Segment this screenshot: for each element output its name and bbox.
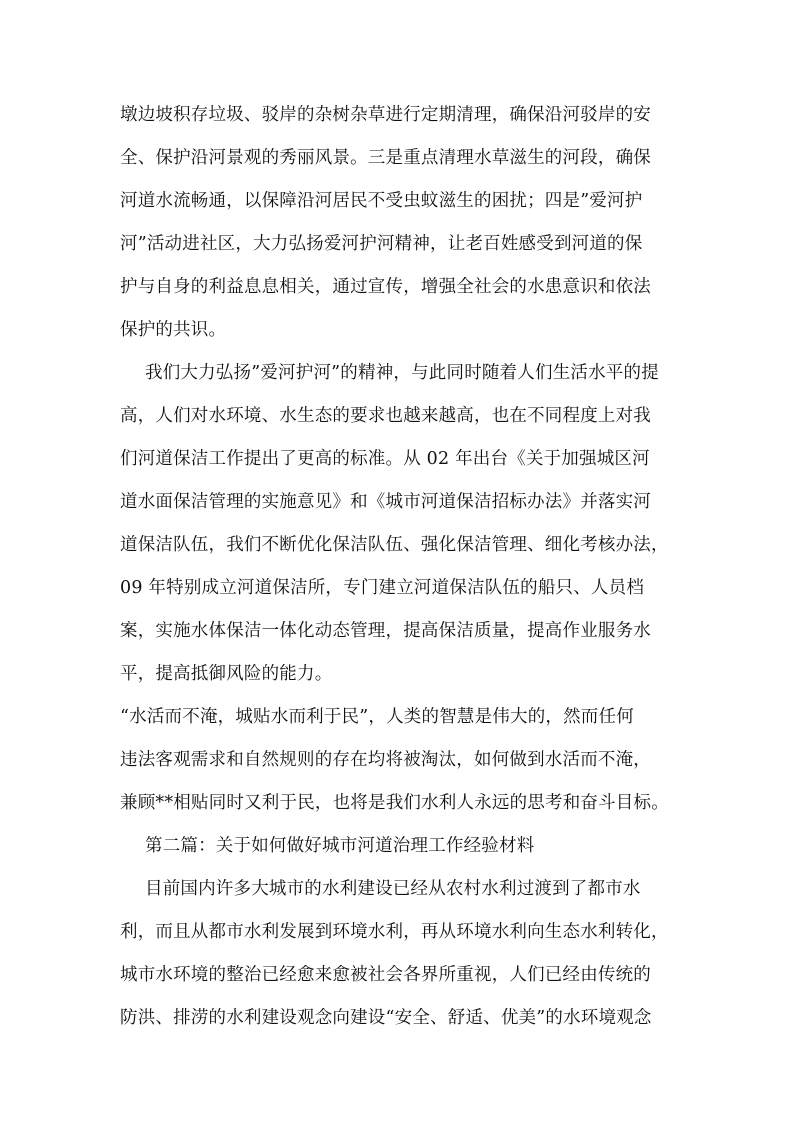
text-line: 们河道保洁工作提出了更高的标准。从 02 年出台《关于加强城区河 bbox=[120, 449, 650, 469]
text-line: 目前国内许多大城市的水利建设已经从农村水利过渡到了都市水 bbox=[145, 879, 641, 899]
text-line: 城市水环境的整治已经愈来愈被社会各界所重视，人们已经由传统的 bbox=[120, 965, 651, 985]
text-line: 平，提高抵御风险的能力。 bbox=[120, 664, 333, 684]
section-heading: 第二篇：关于如何做好城市河道治理工作经验材料 bbox=[145, 836, 535, 856]
text-line: “水活而不淹，城贴水而利于民”，人类的智慧是伟大的，然而任何 bbox=[120, 707, 634, 727]
text-line: 墩边坡积存垃圾、驳岸的杂树杂草进行定期清理，确保沿河驳岸的安 bbox=[120, 105, 651, 125]
text-line: 道保洁队伍，我们不断优化保洁队伍、强化保洁管理、细化考核办法， bbox=[120, 535, 669, 555]
text-line: 兼顾**相贴同时又利于民，也将是我们水利人永远的思考和奋斗目标。 bbox=[120, 793, 669, 813]
text-line: 道水面保洁管理的实施意见》和《城市河道保洁招标办法》并落实河 bbox=[120, 492, 651, 512]
text-line: 09 年特别成立河道保洁所，专门建立河道保洁队伍的船只、人员档 bbox=[120, 578, 645, 598]
text-line: 全、保护沿河景观的秀丽风景。三是重点清理水草滋生的河段，确保 bbox=[120, 148, 651, 168]
text-line: 利，而且从都市水利发展到环境水利，再从环境水利向生态水利转化， bbox=[120, 922, 669, 942]
text-line: 高，人们对水环境、水生态的要求也越来越高，也在不同程度上对我 bbox=[120, 406, 651, 426]
text-line: 河”活动进社区，大力弘扬爱河护河精神，让老百姓感受到河道的保 bbox=[120, 234, 643, 254]
text-line: 违法客观需求和自然规则的存在均将被淘汰，如何做到水活而不淹， bbox=[120, 750, 651, 770]
text-line: 护与自身的利益息息相关，通过宣传，增强全社会的水患意识和依法 bbox=[120, 277, 651, 297]
text-line: 我们大力弘扬”爱河护河”的精神，与此同时随着人们生活水平的提 bbox=[145, 363, 659, 383]
text-line: 保护的共识。 bbox=[120, 320, 227, 340]
text-line: 案，实施水体保洁一体化动态管理，提高保洁质量，提高作业服务水 bbox=[120, 621, 651, 641]
text-line: 防洪、排涝的水利建设观念向建设“安全、舒适、优美”的水环境观念 bbox=[120, 1008, 652, 1028]
text-line: 河道水流畅通，以保障沿河居民不受虫蚊滋生的困扰；四是”爱河护 bbox=[120, 191, 643, 211]
